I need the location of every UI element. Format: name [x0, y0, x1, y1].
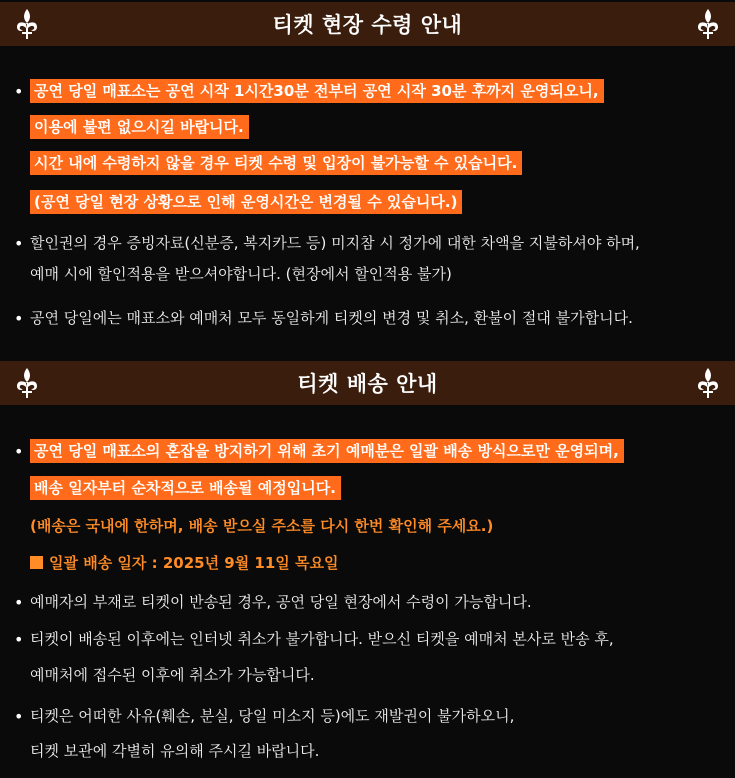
list-item-line: 티켓 보관에 각별히 유의해 주시길 바랍니다.	[30, 742, 320, 760]
section-title: 티켓 현장 수령 안내	[272, 13, 463, 37]
list-item-line: 공연 당일에는 매표소와 예매처 모두 동일하게 티켓의 변경 및 취소, 환불이 절대 불가합니다.	[30, 309, 633, 327]
section-header-delivery	[0, 361, 735, 405]
list-item-line: 공연 당일 매표소의 혼잡을 방지하기 위해 초기 예매분은 일괄 배송 방식으로만 운영되며,	[30, 440, 624, 462]
fleur-de-lis-icon	[695, 8, 721, 40]
bullet: •	[14, 630, 24, 649]
list-item-line: 티켓이 배송된 이후에는 인터넷 취소가 불가합니다. 받으신 티켓을 예매처 본사로 반송 후,	[30, 630, 614, 648]
section-title: 티켓 배송 안내	[297, 372, 438, 396]
list-item-line: 배송 일자부터 순차적으로 배송될 예정입니다.	[30, 477, 341, 499]
list-item-line: (공연 당일 현장 상황으로 인해 운영시간은 변경될 수 있습니다.)	[30, 191, 462, 213]
bullet: •	[14, 234, 24, 253]
square-bullet-icon	[30, 556, 43, 569]
fleur-de-lis-icon	[14, 367, 40, 399]
list-item-line: 할인권의 경우 증빙자료(신분증, 복지카드 등) 미지참 시 정가에 대한 차액을 지불하셔야 하며,	[30, 234, 640, 252]
bullet: •	[14, 442, 24, 461]
list-item-line: (배송은 국내에 한하며, 배송 받으실 주소를 다시 한번 확인해 주세요.)	[30, 517, 494, 535]
bullet: •	[14, 309, 24, 328]
bullet: •	[14, 707, 24, 726]
fleur-de-lis-icon	[695, 367, 721, 399]
list-item-line: 시간 내에 수령하지 않을 경우 티켓 수령 및 입장이 불가능할 수 있습니다.	[30, 152, 522, 174]
list-item-line: 예매 시에 할인적용을 받으셔야합니다. (현장에서 할인적용 불가)	[30, 265, 452, 283]
section-header-pickup	[0, 2, 735, 46]
list-item-line: 티켓은 어떠한 사유(훼손, 분실, 당일 미소지 등)에도 재발권이 불가하오니,	[30, 707, 515, 725]
list-item-line: 이용에 불편 없으시길 바랍니다.	[30, 116, 249, 138]
list-item-line: 예매처에 접수된 이후에 취소가 가능합니다.	[30, 666, 315, 684]
list-item-line: 공연 당일 매표소는 공연 시작 1시간30분 전부터 공연 시작 30분 후까지 운영되오니,	[30, 80, 604, 102]
fleur-de-lis-icon	[14, 8, 40, 40]
bullet: •	[14, 82, 24, 101]
list-item-line: 예매자의 부재로 티켓이 반송된 경우, 공연 당일 현장에서 수령이 가능합니다.	[30, 593, 532, 611]
list-item-line: 일괄 배송 일자 : 2025년 9월 11일 목요일	[30, 552, 339, 574]
bullet: •	[14, 593, 24, 612]
